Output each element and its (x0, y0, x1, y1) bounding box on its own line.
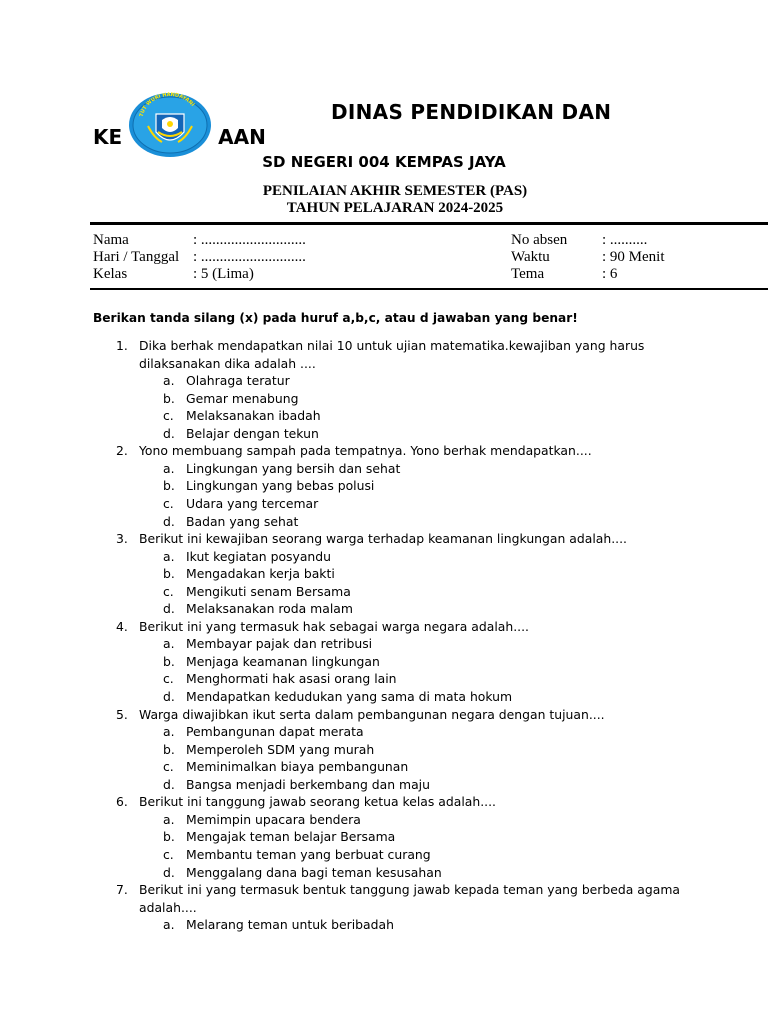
question-number: 5. (116, 706, 128, 722)
option-text: Melarang teman untuk beribadah (186, 917, 394, 933)
option-text: Meminimalkan biaya pembangunan (186, 759, 409, 775)
logo-text: TUT WURI HANDAYANI (138, 91, 196, 118)
option-letter[interactable]: b. (163, 741, 175, 757)
exam-title: PENILAIAN AKHIR SEMESTER (PAS) (262, 183, 528, 199)
question-number: 6. (116, 794, 128, 810)
option-letter[interactable]: d. (163, 776, 175, 792)
tut-wuri-handayani-logo (128, 90, 212, 158)
option-text: Memimpin upacara bendera (186, 811, 361, 827)
option-letter[interactable]: c. (163, 846, 174, 862)
question-number: 2. (116, 443, 128, 459)
option-letter[interactable]: d. (163, 513, 175, 529)
question-text: Warga diwajibkan ikut serta dalam pembangunan negara dengan tujuan.... (139, 706, 605, 722)
option-letter[interactable]: d. (163, 425, 175, 441)
option-letter[interactable]: d. (163, 601, 175, 617)
option-letter[interactable]: a. (163, 917, 175, 933)
agency-title-start: KE (93, 125, 123, 149)
option-text: Mengadakan kerja bakti (186, 566, 335, 582)
option-text: Melaksanakan roda malam (186, 601, 353, 617)
header-divider-bottom (90, 288, 768, 290)
option-letter[interactable]: c. (163, 583, 174, 599)
header-divider-top (90, 222, 768, 225)
option-letter[interactable]: c. (163, 408, 174, 424)
kelas-field: : 5 (Lima) (193, 266, 254, 282)
question-number: 7. (116, 882, 128, 898)
option-text: Olahraga teratur (186, 373, 290, 389)
option-letter[interactable]: c. (163, 495, 174, 511)
option-letter[interactable]: a. (163, 548, 175, 564)
option-text: Udara yang tercemar (186, 495, 319, 511)
hari-field: : ............................ (193, 249, 306, 265)
option-text: Menggalang dana bagi teman kesusahan (186, 864, 442, 880)
option-letter[interactable]: b. (163, 653, 175, 669)
option-text: Pembangunan dapat merata (186, 724, 364, 740)
option-text: Lingkungan yang bersih dan sehat (186, 460, 401, 476)
absen-field: : .......... (602, 232, 648, 248)
question-number: 4. (116, 618, 128, 634)
option-text: Menghormati hak asasi orang lain (186, 671, 397, 687)
option-letter[interactable]: c. (163, 759, 174, 775)
question-text: Berikut ini kewajiban seorang warga terhadap keamanan lingkungan adalah.... (139, 531, 627, 547)
option-text: Melaksanakan ibadah (186, 408, 321, 424)
question-text-continued: dilaksanakan dika adalah .... (139, 355, 316, 371)
option-text: Mengajak teman belajar Bersama (186, 829, 396, 845)
option-text: Badan yang sehat (186, 513, 299, 529)
question-text: Dika berhak mendapatkan nilai 10 untuk ujian matematika.kewajiban yang harus (139, 338, 645, 353)
option-letter[interactable]: b. (163, 478, 175, 494)
option-letter[interactable]: a. (163, 373, 175, 389)
option-text: Membayar pajak dan retribusi (186, 636, 373, 652)
question-number: 1. (116, 338, 128, 353)
question-text: Yono membuang sampah pada tempatnya. Yono berhak mendapatkan.... (139, 443, 592, 459)
waktu-label: Waktu (511, 249, 550, 265)
option-text: Gemar menabung (186, 390, 299, 406)
question-text: Berikut ini yang termasuk bentuk tanggung jawab kepada teman yang berbeda agama (139, 882, 680, 898)
school-name: SD NEGERI 004 KEMPAS JAYA (262, 153, 506, 171)
option-text: Menjaga keamanan lingkungan (186, 653, 380, 669)
tema-label: Tema (511, 266, 545, 282)
question-text-continued: adalah.... (139, 899, 197, 915)
kelas-label: Kelas (93, 266, 128, 282)
nama-label: Nama (93, 232, 129, 248)
option-letter[interactable]: b. (163, 566, 175, 582)
option-text: Belajar dengan tekun (186, 425, 319, 441)
question-text: Berikut ini yang termasuk hak sebagai warga negara adalah.... (139, 618, 529, 634)
option-letter[interactable]: c. (163, 671, 174, 687)
agency-title: DINAS PENDIDIKAN DAN (331, 100, 612, 124)
option-letter[interactable]: a. (163, 724, 175, 740)
waktu-field: : 90 Menit (602, 249, 665, 265)
option-text: Memperoleh SDM yang murah (186, 741, 375, 757)
option-text: Ikut kegiatan posyandu (186, 548, 331, 564)
option-letter[interactable]: d. (163, 689, 175, 704)
option-letter[interactable]: a. (163, 636, 175, 652)
instruction-text: Berikan tanda silang (x) pada huruf a,b,c, atau d jawaban yang benar! (93, 311, 578, 325)
hari-label: Hari / Tanggal (93, 249, 180, 265)
tema-field: : 6 (602, 266, 618, 282)
option-letter[interactable]: d. (163, 864, 175, 880)
option-letter[interactable]: b. (163, 390, 175, 406)
option-text: Mengikuti senam Bersama (186, 583, 351, 599)
option-letter[interactable]: b. (163, 829, 175, 845)
option-text: Mendapatkan kedudukan yang sama di mata hokum (186, 689, 513, 704)
agency-title-end: AAN (218, 125, 266, 149)
nama-field: : ............................ (193, 232, 306, 248)
academic-year: TAHUN PELAJARAN 2024-2025 (286, 200, 504, 216)
option-text: Membantu teman yang berbuat curang (186, 846, 431, 862)
option-letter[interactable]: a. (163, 460, 175, 476)
option-text: Lingkungan yang bebas polusi (186, 478, 375, 494)
question-text: Berikut ini tanggung jawab seorang ketua kelas adalah.... (139, 794, 496, 810)
option-text: Bangsa menjadi berkembang dan maju (186, 776, 430, 792)
question-number: 3. (116, 531, 128, 547)
option-letter[interactable]: a. (163, 811, 175, 827)
absen-label: No absen (511, 232, 568, 248)
